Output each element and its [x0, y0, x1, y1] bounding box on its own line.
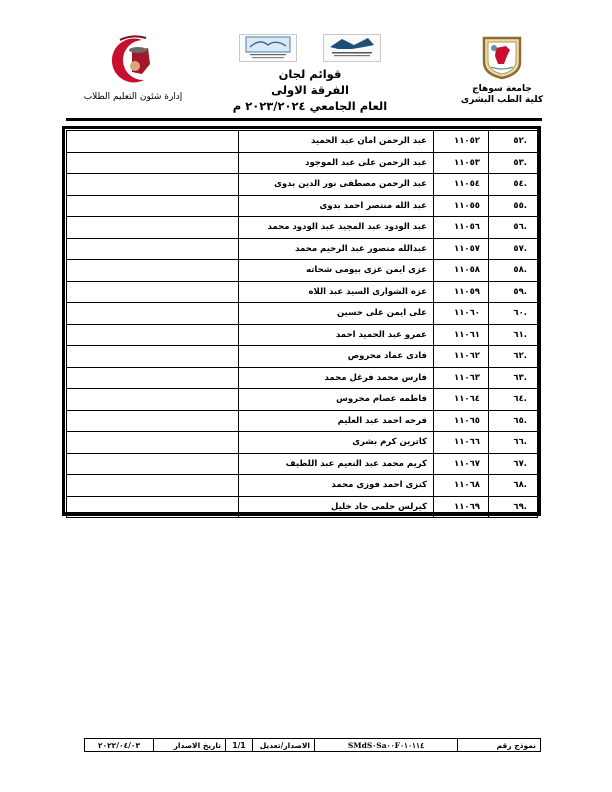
student-name: فاطمه عصام محروس — [239, 389, 434, 411]
title-year-group: الفرقة الاولى — [271, 83, 349, 97]
student-name: كاترين كرم بشرى — [239, 432, 434, 454]
row-number: .٥٤ — [489, 174, 538, 196]
table-row — [67, 389, 538, 411]
student-code: ١١٠٦٨ — [434, 475, 489, 497]
header-divider — [221, 118, 387, 121]
department-header — [78, 34, 188, 103]
student-code: ١١٠٦٢ — [434, 346, 489, 368]
department-name: إدارة شئون التعليم الطلاب — [83, 92, 183, 102]
student-name: عزى ايمن عزى بيومى شحاته — [239, 260, 434, 282]
crescent-faculty-logo — [102, 34, 164, 86]
student-code: ١١٠٥٦ — [434, 217, 489, 239]
student-name: فارس محمد فرغل محمد — [239, 367, 434, 389]
table-row — [67, 152, 538, 174]
student-name: عبد الودود عبد المجيد عبد الودود محمد — [239, 217, 434, 239]
document-title-block — [222, 34, 398, 114]
table-row — [67, 410, 538, 432]
issue-date: ٢٠٢٢/٠٤/٠٣ — [85, 739, 154, 752]
row-number: .٦٩ — [489, 496, 538, 518]
student-name: عبد الله منتصر احمد بدوى — [239, 195, 434, 217]
university-seal-logo — [480, 34, 524, 80]
student-code: ١١٠٥٢ — [434, 131, 489, 153]
notes-cell — [67, 174, 239, 196]
faculty-name: كلية الطب البشرى — [460, 95, 544, 105]
issue-date-label: تاريخ الاصدار — [154, 739, 226, 752]
student-code: ١١٠٥٩ — [434, 281, 489, 303]
table-row — [67, 281, 538, 303]
university-name: جامعة سوهاج — [472, 84, 532, 94]
student-name: كريم محمد عبد النعيم عبد اللطيف — [239, 453, 434, 475]
notes-cell — [67, 475, 239, 497]
student-name: كنزى احمد فوزى محمد — [239, 475, 434, 497]
table-row — [67, 195, 538, 217]
model-number-code: SMdS٠Sa٠٠F٠١٠١١٤ — [315, 739, 458, 752]
notes-cell — [67, 281, 239, 303]
table-row — [67, 131, 538, 153]
student-code: ١١٠٦١ — [434, 324, 489, 346]
row-number: .٥٥ — [489, 195, 538, 217]
row-number: .٦٤ — [489, 389, 538, 411]
student-code: ١١٠٦٤ — [434, 389, 489, 411]
student-name: فرحه احمد عبد العليم — [239, 410, 434, 432]
student-name: عبدالله منصور عبد الرحيم محمد — [239, 238, 434, 260]
student-code: ١١٠٥٤ — [434, 174, 489, 196]
student-code: ١١٠٦٥ — [434, 410, 489, 432]
notes-cell — [67, 217, 239, 239]
student-code: ١١٠٦٠ — [434, 303, 489, 325]
notes-cell — [67, 324, 239, 346]
table-row — [67, 217, 538, 239]
student-code: ١١٠٦٣ — [434, 367, 489, 389]
student-code: ١١٠٥٣ — [434, 152, 489, 174]
roster-table-frame — [62, 126, 541, 516]
table-row — [67, 496, 538, 518]
row-number: .٥٣ — [489, 152, 538, 174]
notes-cell — [67, 195, 239, 217]
table-row — [67, 346, 538, 368]
student-code: ١١٠٥٥ — [434, 195, 489, 217]
notes-cell — [67, 496, 239, 518]
table-row — [67, 432, 538, 454]
row-number: .٦٢ — [489, 346, 538, 368]
notes-cell — [67, 346, 239, 368]
student-name: عبد الرحمن مصطفى نور الدين بدوى — [239, 174, 434, 196]
student-code: ١١٠٦٧ — [434, 453, 489, 475]
student-name: على ايمن على حسين — [239, 303, 434, 325]
row-number: .٦٦ — [489, 432, 538, 454]
notes-cell — [67, 367, 239, 389]
table-row — [67, 238, 538, 260]
student-code: ١١٠٦٦ — [434, 432, 489, 454]
notes-cell — [67, 389, 239, 411]
student-name: عمرو عبد الحميد احمد — [239, 324, 434, 346]
notes-cell — [67, 453, 239, 475]
row-number: .٥٢ — [489, 131, 538, 153]
title-academic-year: العام الجامعي ٢٠٢٣/٢٠٢٤ م — [232, 99, 388, 113]
student-name: عبد الرحمن على عبد الموجود — [239, 152, 434, 174]
roster-table — [66, 130, 538, 518]
notes-cell — [67, 410, 239, 432]
notes-cell — [67, 238, 239, 260]
form-footer-table — [84, 738, 541, 752]
university-header — [460, 34, 544, 106]
student-name: عزه الشوارى السيد عبد اللاه — [239, 281, 434, 303]
student-name: فادى عماد محروص — [239, 346, 434, 368]
student-code: ١١٠٥٨ — [434, 260, 489, 282]
notes-cell — [67, 131, 239, 153]
row-number: .٥٧ — [489, 238, 538, 260]
notes-cell — [67, 152, 239, 174]
revision-label: الاصدار/تعديل — [253, 739, 315, 752]
row-number: .٥٨ — [489, 260, 538, 282]
row-number: .٦٥ — [489, 410, 538, 432]
row-number: .٦٨ — [489, 475, 538, 497]
header-divider — [387, 118, 542, 121]
row-number: .٦١ — [489, 324, 538, 346]
row-number: .٦٠ — [489, 303, 538, 325]
accreditation-logo-iso — [239, 34, 297, 62]
table-row — [67, 174, 538, 196]
accreditation-logo-naqaae — [323, 34, 381, 62]
student-code: ١١٠٥٧ — [434, 238, 489, 260]
notes-cell — [67, 432, 239, 454]
student-code: ١١٠٦٩ — [434, 496, 489, 518]
row-number: .٦٣ — [489, 367, 538, 389]
notes-cell — [67, 260, 239, 282]
revision-value: 1/1 — [226, 739, 253, 752]
table-row — [67, 475, 538, 497]
student-name: عبد الرحمن امان عبد الحميد — [239, 131, 434, 153]
notes-cell — [67, 303, 239, 325]
row-number: .٥٩ — [489, 281, 538, 303]
table-row — [67, 324, 538, 346]
title-committee-lists: قوائم لجان — [278, 67, 342, 81]
table-row — [67, 453, 538, 475]
table-row — [67, 260, 538, 282]
model-number-label: نموذج رقم — [458, 739, 541, 752]
table-row — [67, 303, 538, 325]
table-row — [67, 367, 538, 389]
header-divider — [66, 118, 221, 121]
row-number: .٦٧ — [489, 453, 538, 475]
student-name: كيرلس حلمى جاد خليل — [239, 496, 434, 518]
row-number: .٥٦ — [489, 217, 538, 239]
